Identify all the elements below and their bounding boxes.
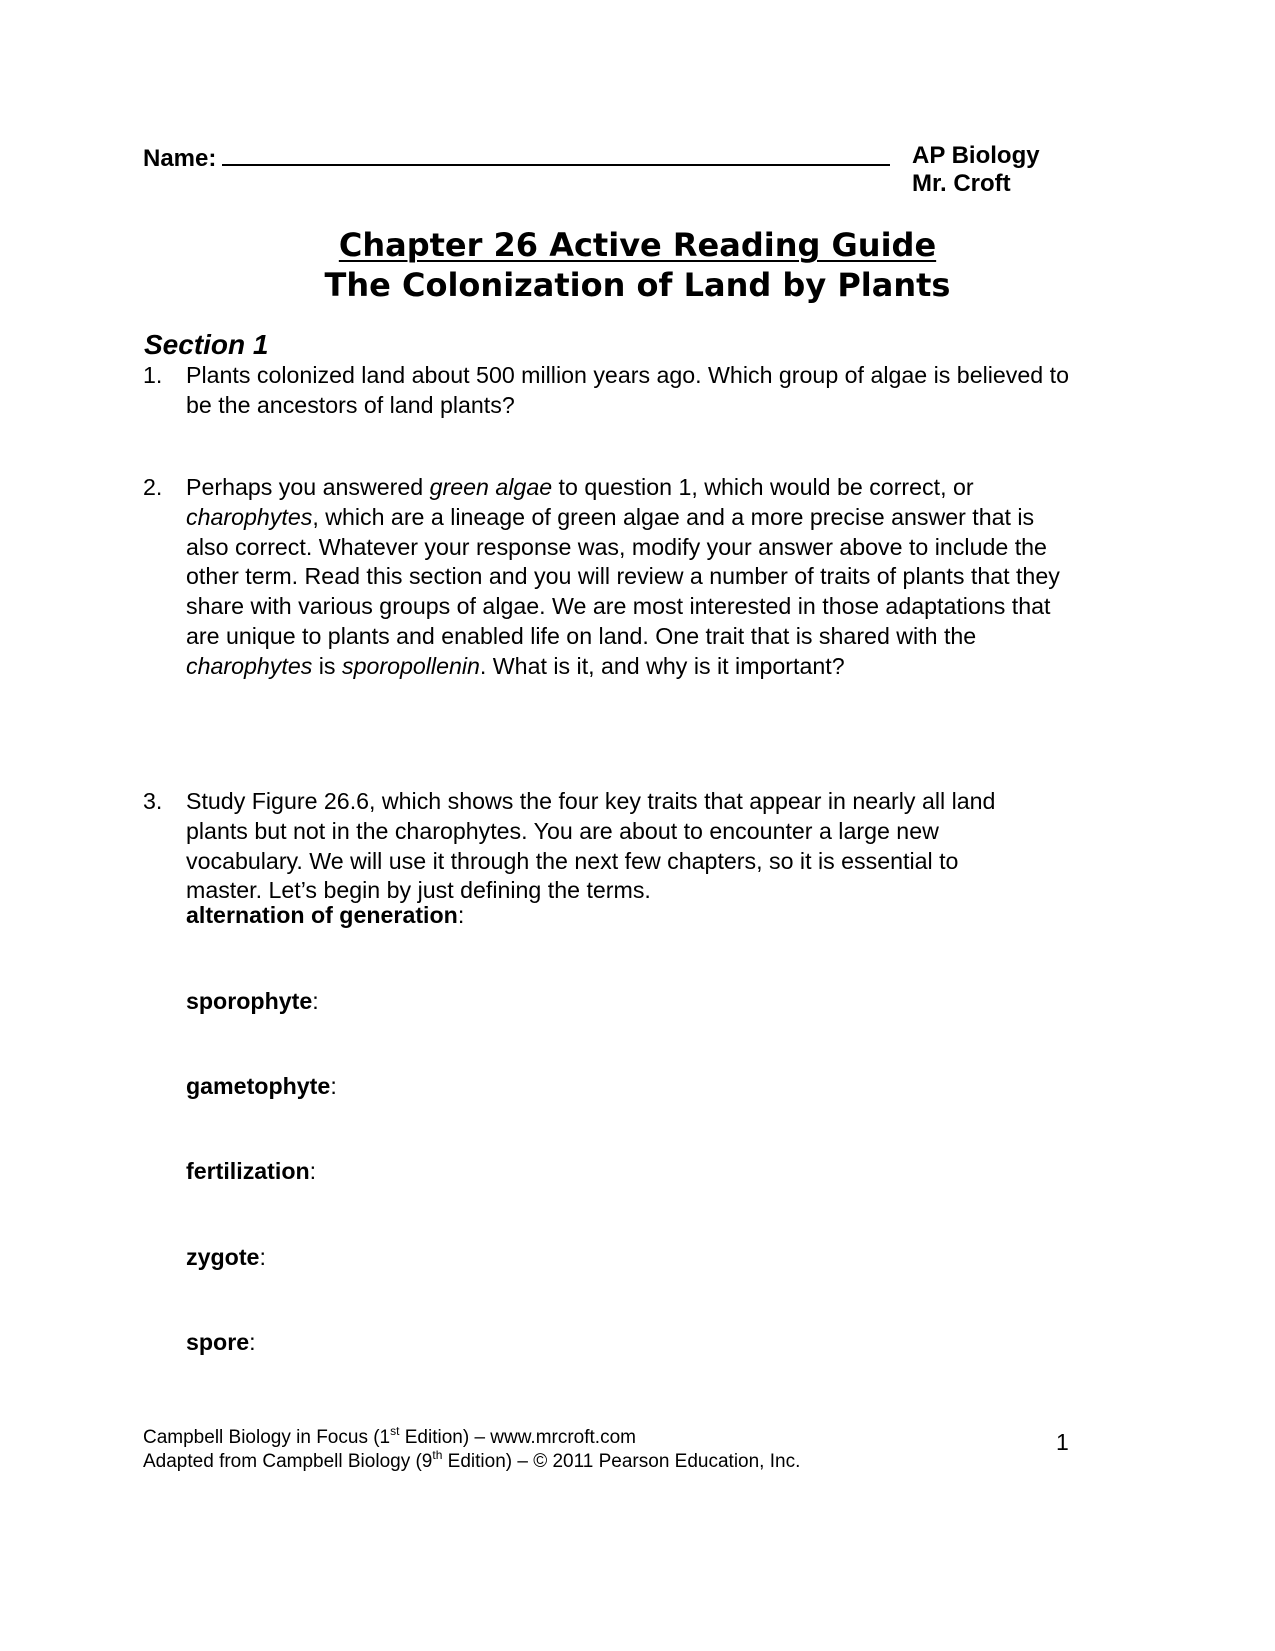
term-colon: : bbox=[259, 1244, 266, 1270]
name-label: Name: bbox=[143, 145, 217, 172]
page-title bbox=[0, 225, 1275, 305]
footer-superscript: th bbox=[432, 1448, 443, 1462]
term-colon: : bbox=[249, 1329, 256, 1355]
term-label: spore bbox=[186, 1329, 250, 1355]
title-line-2: The Colonization of Land by Plants bbox=[324, 266, 951, 304]
term-colon: : bbox=[312, 988, 319, 1014]
term-label: zygote bbox=[186, 1244, 260, 1270]
question-2-text bbox=[186, 473, 1066, 682]
name-field bbox=[143, 142, 890, 173]
name-blank-line[interactable] bbox=[222, 142, 890, 166]
q2-term-charophytes: charophytes bbox=[186, 503, 313, 530]
question-3-text: Study Figure 26.6, which shows the four key traits that appear in nearly all land plants but not in the charophytes. You are about to encounter a large new vocabulary. We will use it through the next few chapters, so it is essential to master. Let’s begin by just defining the terms. bbox=[186, 788, 996, 904]
footer-line-1 bbox=[143, 1426, 800, 1450]
term-zygote bbox=[186, 1243, 266, 1271]
question-3-number: 3. bbox=[143, 788, 163, 814]
term-label: sporophyte bbox=[186, 988, 313, 1014]
term-label: fertilization bbox=[186, 1158, 310, 1184]
q2-text-part: . What is it, and why is it important? bbox=[479, 652, 845, 679]
question-2-number: 2. bbox=[143, 474, 163, 500]
section-heading: Section 1 bbox=[144, 329, 269, 360]
course-info bbox=[912, 142, 1040, 198]
teacher-name: Mr. Croft bbox=[912, 170, 1011, 197]
footer-source bbox=[143, 1426, 800, 1474]
term-colon: : bbox=[330, 1073, 337, 1099]
footer-text: Adapted from Campbell Biology (9 bbox=[143, 1451, 433, 1472]
q2-text-part: is bbox=[312, 652, 342, 679]
page-number: 1 bbox=[1056, 1429, 1069, 1455]
term-colon: : bbox=[309, 1158, 317, 1184]
term-label: alternation of generation bbox=[186, 902, 458, 928]
q2-term-sporopollenin: sporopollenin bbox=[341, 652, 480, 679]
footer-text: Edition) – © 2011 Pearson Education, Inc. bbox=[442, 1451, 801, 1472]
q2-term-green-algae: green algae bbox=[429, 474, 553, 500]
question-1-number: 1. bbox=[143, 362, 163, 388]
footer-line-2 bbox=[143, 1450, 800, 1474]
q2-text-part: , which are a lineage of green algae and a more precise answer that is also correct. Whatever your response was, modify your answer above to include the other term. Read this section and you will review a number of traits of plants that they share with various groups of algae. We are most interested in those adaptations that are unique to plants and enabled life on land. One trait that is shared with the bbox=[186, 503, 1060, 649]
footer-text: Edition) – www.mrcroft.com bbox=[399, 1427, 636, 1448]
footer-superscript: st bbox=[390, 1424, 400, 1438]
term-colon: : bbox=[457, 902, 465, 928]
question-1-text: Plants colonized land about 500 million years ago. Which group of algae is believed to be the ancestors of land plants? bbox=[186, 362, 1069, 418]
q2-text-part: to question 1, which would be correct, or bbox=[552, 474, 974, 500]
footer-text: Campbell Biology in Focus (1 bbox=[143, 1427, 391, 1448]
term-gametophyte bbox=[186, 1072, 337, 1100]
term-label: gametophyte bbox=[186, 1073, 331, 1099]
q2-text-part: Perhaps you answered bbox=[186, 474, 430, 500]
title-line-1: Chapter 26 Active Reading Guide bbox=[338, 226, 937, 264]
term-alternation-of-generation bbox=[186, 901, 464, 929]
term-sporophyte bbox=[186, 987, 319, 1015]
term-fertilization bbox=[186, 1157, 316, 1185]
q2-term-charophytes: charophytes bbox=[186, 652, 313, 679]
term-spore bbox=[186, 1328, 256, 1356]
course-name: AP Biology bbox=[912, 142, 1040, 169]
